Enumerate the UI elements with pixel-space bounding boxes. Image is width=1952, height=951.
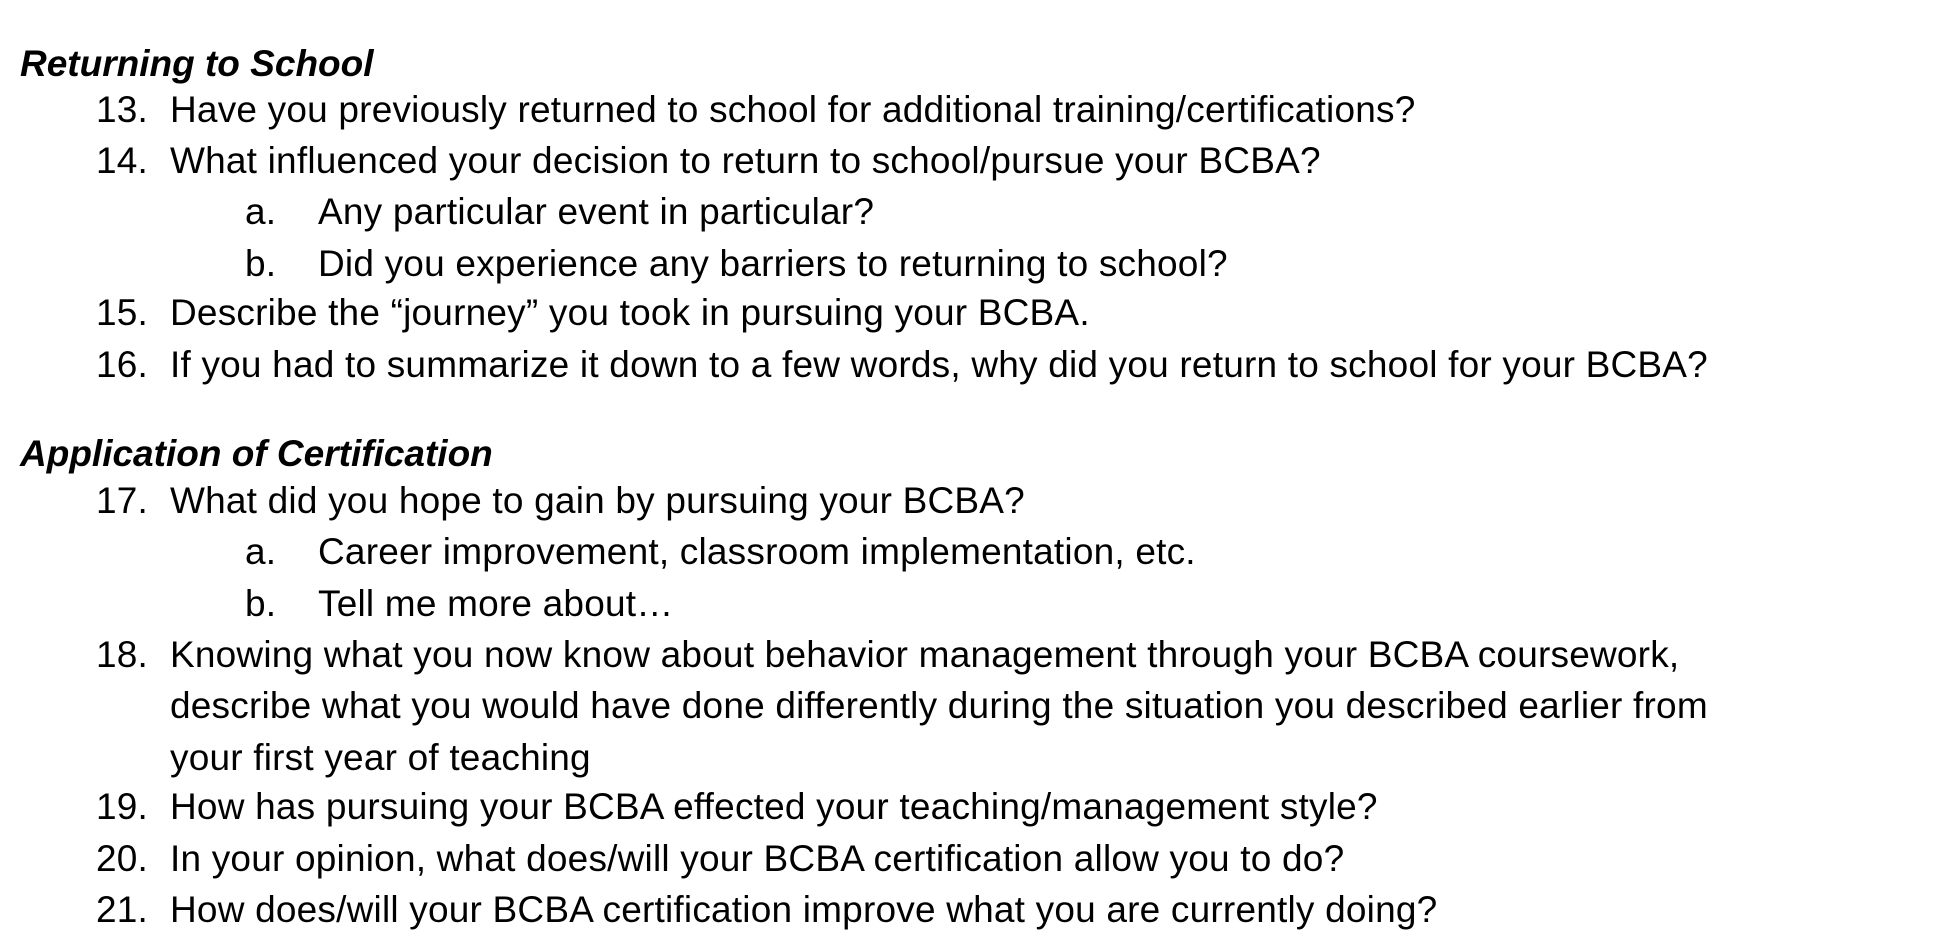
sub-item-text: Any particular event in particular?	[318, 191, 875, 232]
sub-item-letter: a.	[245, 191, 277, 232]
question-text: If you had to summarize it down to a few words, why did you return to school for your BCBA?	[170, 344, 1708, 385]
question-number: 17.	[96, 480, 149, 521]
sub-item-letter: b.	[245, 243, 277, 284]
question-text: How does/will your BCBA certification improve what you are currently doing?	[170, 889, 1438, 930]
question-number: 13.	[96, 89, 149, 130]
question-text: Describe the “journey” you took in pursuing your BCBA.	[170, 292, 1090, 333]
question-number: 16.	[96, 344, 149, 385]
question-text-line-1: Knowing what you now know about behavior management through your BCBA coursework,	[170, 634, 1680, 675]
question-number: 21.	[96, 889, 149, 930]
question-text-line-2: describe what you would have done differently during the situation you described earlier from	[170, 685, 1708, 726]
question-text-line-3: your first year of teaching	[170, 737, 591, 778]
question-text: How has pursuing your BCBA effected your teaching/management style?	[170, 786, 1378, 827]
question-number: 20.	[96, 838, 149, 879]
question-text: In your opinion, what does/will your BCBA certification allow you to do?	[170, 838, 1345, 879]
section-heading-returning-to-school: Returning to School	[20, 43, 374, 84]
question-number: 18.	[96, 634, 149, 675]
question-number: 14.	[96, 140, 149, 181]
question-text: Have you previously returned to school for additional training/certifications?	[170, 89, 1416, 130]
section-heading-application-of-certification: Application of Certification	[20, 433, 493, 474]
sub-item-letter: b.	[245, 583, 277, 624]
question-number: 19.	[96, 786, 149, 827]
question-number: 15.	[96, 292, 149, 333]
sub-item-text: Career improvement, classroom implementation, etc.	[318, 531, 1196, 572]
sub-item-text: Did you experience any barriers to returning to school?	[318, 243, 1228, 284]
question-text: What influenced your decision to return to school/pursue your BCBA?	[170, 140, 1321, 181]
sub-item-letter: a.	[245, 531, 277, 572]
sub-item-text: Tell me more about…	[318, 583, 674, 624]
question-text: What did you hope to gain by pursuing your BCBA?	[170, 480, 1025, 521]
